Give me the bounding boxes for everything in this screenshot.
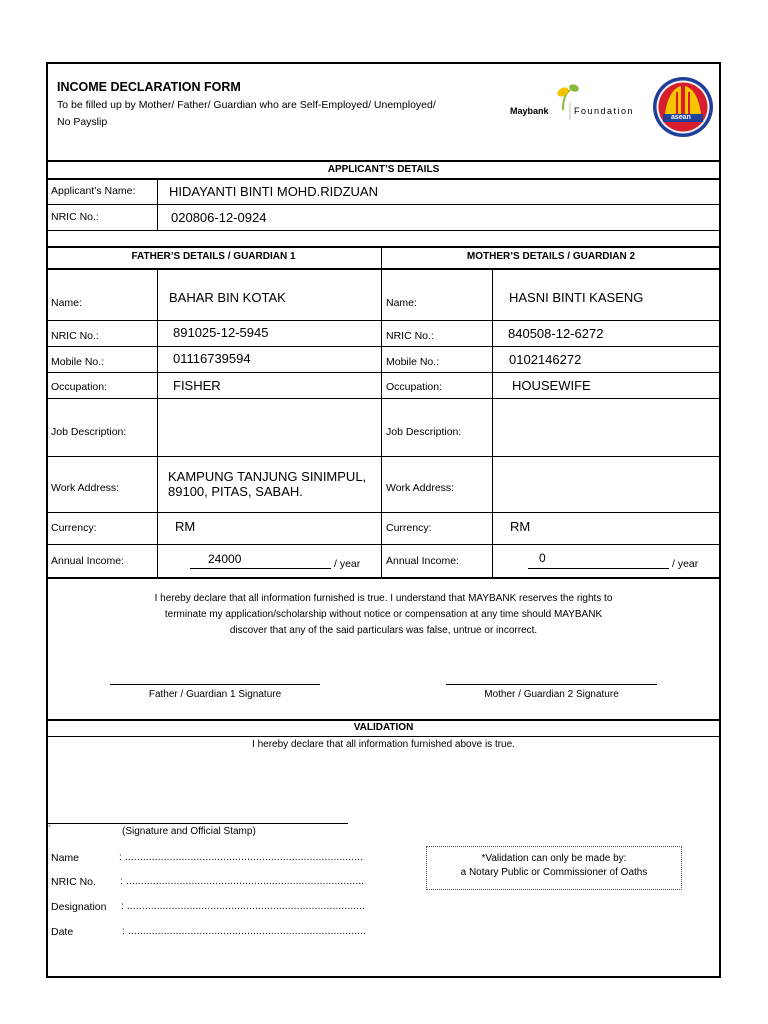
divider bbox=[46, 246, 721, 248]
father-signature-label: Father / Guardian 1 Signature bbox=[148, 689, 282, 700]
father-currency-field[interactable]: RM bbox=[175, 519, 196, 534]
mother-occupation-field[interactable]: HOUSEWIFE bbox=[512, 378, 591, 393]
father-section-title: FATHER’S DETAILS / GUARDIAN 1 bbox=[131, 251, 296, 262]
validator-nric-field[interactable]: : ................................................................................ bbox=[120, 876, 365, 887]
mother-name-field[interactable]: HASNI BINTI KASENG bbox=[509, 290, 644, 305]
validator-nric-label: NRIC No. bbox=[51, 876, 96, 888]
father-job-label: Job Description: bbox=[51, 426, 127, 438]
divider bbox=[46, 398, 721, 399]
validator-name-label: Name bbox=[51, 852, 80, 864]
father-income-field[interactable]: 24000 bbox=[208, 552, 242, 566]
validator-designation-label: Designation bbox=[51, 901, 107, 913]
mother-nric-label: NRIC No.: bbox=[386, 330, 434, 342]
form-title: INCOME DECLARATION FORM bbox=[57, 80, 241, 94]
divider bbox=[46, 268, 721, 270]
stamp-label: (Signature and Official Stamp) bbox=[122, 826, 256, 837]
applicant-name-label: Applicant’s Name: bbox=[51, 185, 136, 197]
validator-name-field[interactable]: : ................................................................................ bbox=[119, 852, 364, 863]
foundation-text: Foundation bbox=[574, 106, 635, 116]
divider bbox=[46, 512, 721, 513]
divider bbox=[46, 160, 721, 162]
applicant-name-field[interactable]: HIDAYANTI BINTI MOHD.RIDZUAN bbox=[169, 184, 378, 199]
mother-mobile-label: Mobile No.: bbox=[386, 356, 440, 368]
validation-note-box bbox=[426, 846, 682, 890]
validator-designation-field[interactable]: : ................................................................................ bbox=[121, 901, 366, 912]
maybank-foundation-logo bbox=[508, 80, 643, 124]
validator-date-field[interactable]: : ................................................................................ bbox=[122, 926, 367, 937]
applicant-nric-field[interactable]: 020806-12-0924 bbox=[171, 210, 267, 225]
validator-date-label: Date bbox=[51, 926, 74, 938]
declaration-line3: discover that any of the said particulars was false, untrue or incorrect. bbox=[229, 625, 538, 636]
column-divider bbox=[381, 246, 382, 577]
father-occupation-field[interactable]: FISHER bbox=[173, 378, 221, 393]
divider bbox=[46, 736, 721, 737]
divider bbox=[46, 544, 721, 545]
father-nric-field[interactable]: 891025-12-5945 bbox=[173, 325, 269, 340]
asean-text: asean bbox=[671, 114, 691, 121]
divider bbox=[46, 372, 721, 373]
mother-mobile-field[interactable]: 0102146272 bbox=[509, 352, 582, 367]
divider bbox=[46, 320, 721, 321]
father-income-suffix: / year bbox=[334, 558, 361, 570]
mother-income-field[interactable]: 0 bbox=[539, 551, 546, 565]
mother-currency-field[interactable]: RM bbox=[510, 519, 531, 534]
maybank-text: Maybank bbox=[510, 106, 549, 116]
asean-logo bbox=[651, 76, 715, 138]
divider bbox=[46, 719, 721, 721]
mother-nric-field[interactable]: 840508-12-6272 bbox=[508, 326, 604, 341]
declaration-line1: I hereby declare that all information furnished is true. I understand that MAYBANK reserves the rights to bbox=[154, 593, 613, 604]
mother-income-underline bbox=[528, 568, 669, 569]
father-mobile-field[interactable]: 01116739594 bbox=[173, 351, 251, 366]
maybank-leaf-icon bbox=[508, 80, 643, 124]
mother-section-title: MOTHER’S DETAILS / GUARDIAN 2 bbox=[466, 251, 636, 262]
applicant-section-title: APPLICANT’S DETAILS bbox=[327, 164, 440, 175]
divider bbox=[46, 178, 721, 180]
official-signature-line[interactable] bbox=[48, 823, 348, 824]
father-currency-label: Currency: bbox=[51, 522, 97, 534]
father-address-label: Work Address: bbox=[51, 482, 120, 494]
divider bbox=[46, 456, 721, 457]
divider bbox=[46, 346, 721, 347]
applicant-nric-label: NRIC No.: bbox=[51, 211, 99, 223]
mother-income-label: Annual Income: bbox=[386, 555, 459, 567]
declaration-line2: terminate my application/scholarship without notice or compensation at any time should MAYBANK bbox=[164, 609, 603, 620]
divider bbox=[46, 230, 721, 231]
form-frame bbox=[46, 62, 721, 978]
mother-currency-label: Currency: bbox=[386, 522, 432, 534]
mother-income-suffix: / year bbox=[672, 558, 699, 570]
father-occupation-label: Occupation: bbox=[51, 381, 108, 393]
form-subtitle-line1: To be filled up by Mother/ Father/ Guardian who are Self-Employed/ Unemployed/ bbox=[57, 99, 436, 111]
divider bbox=[46, 577, 721, 579]
validation-note-line2: a Notary Public or Commissioner of Oaths bbox=[460, 867, 648, 878]
divider bbox=[46, 204, 721, 205]
father-name-field[interactable]: BAHAR BIN KOTAK bbox=[169, 290, 286, 305]
father-income-underline bbox=[190, 568, 331, 569]
mother-job-label: Job Description: bbox=[386, 426, 462, 438]
column-divider bbox=[157, 268, 158, 577]
mother-name-label: Name: bbox=[386, 297, 417, 309]
father-name-label: Name: bbox=[51, 297, 82, 309]
father-address-line1[interactable]: KAMPUNG TANJUNG SINIMPUL, bbox=[168, 469, 367, 484]
mother-address-label: Work Address: bbox=[386, 482, 455, 494]
validation-backtick: ` bbox=[48, 825, 52, 836]
mother-occupation-label: Occupation: bbox=[386, 381, 443, 393]
column-divider bbox=[157, 178, 158, 230]
form-subtitle-line2: No Payslip bbox=[57, 116, 108, 128]
validation-statement: I hereby declare that all information furnished above is true. bbox=[252, 739, 515, 750]
asean-emblem-icon bbox=[651, 76, 715, 138]
mother-signature-line[interactable] bbox=[446, 684, 657, 685]
father-nric-label: NRIC No.: bbox=[51, 330, 99, 342]
column-divider bbox=[492, 268, 493, 577]
father-income-label: Annual Income: bbox=[51, 555, 124, 567]
father-mobile-label: Mobile No.: bbox=[51, 356, 105, 368]
father-signature-line[interactable] bbox=[110, 684, 320, 685]
mother-signature-label: Mother / Guardian 2 Signature bbox=[484, 689, 619, 700]
validation-note-line1: *Validation can only be made by: bbox=[481, 853, 627, 864]
validation-section-title: VALIDATION bbox=[353, 722, 414, 733]
father-address-line2[interactable]: 89100, PITAS, SABAH. bbox=[168, 484, 303, 499]
